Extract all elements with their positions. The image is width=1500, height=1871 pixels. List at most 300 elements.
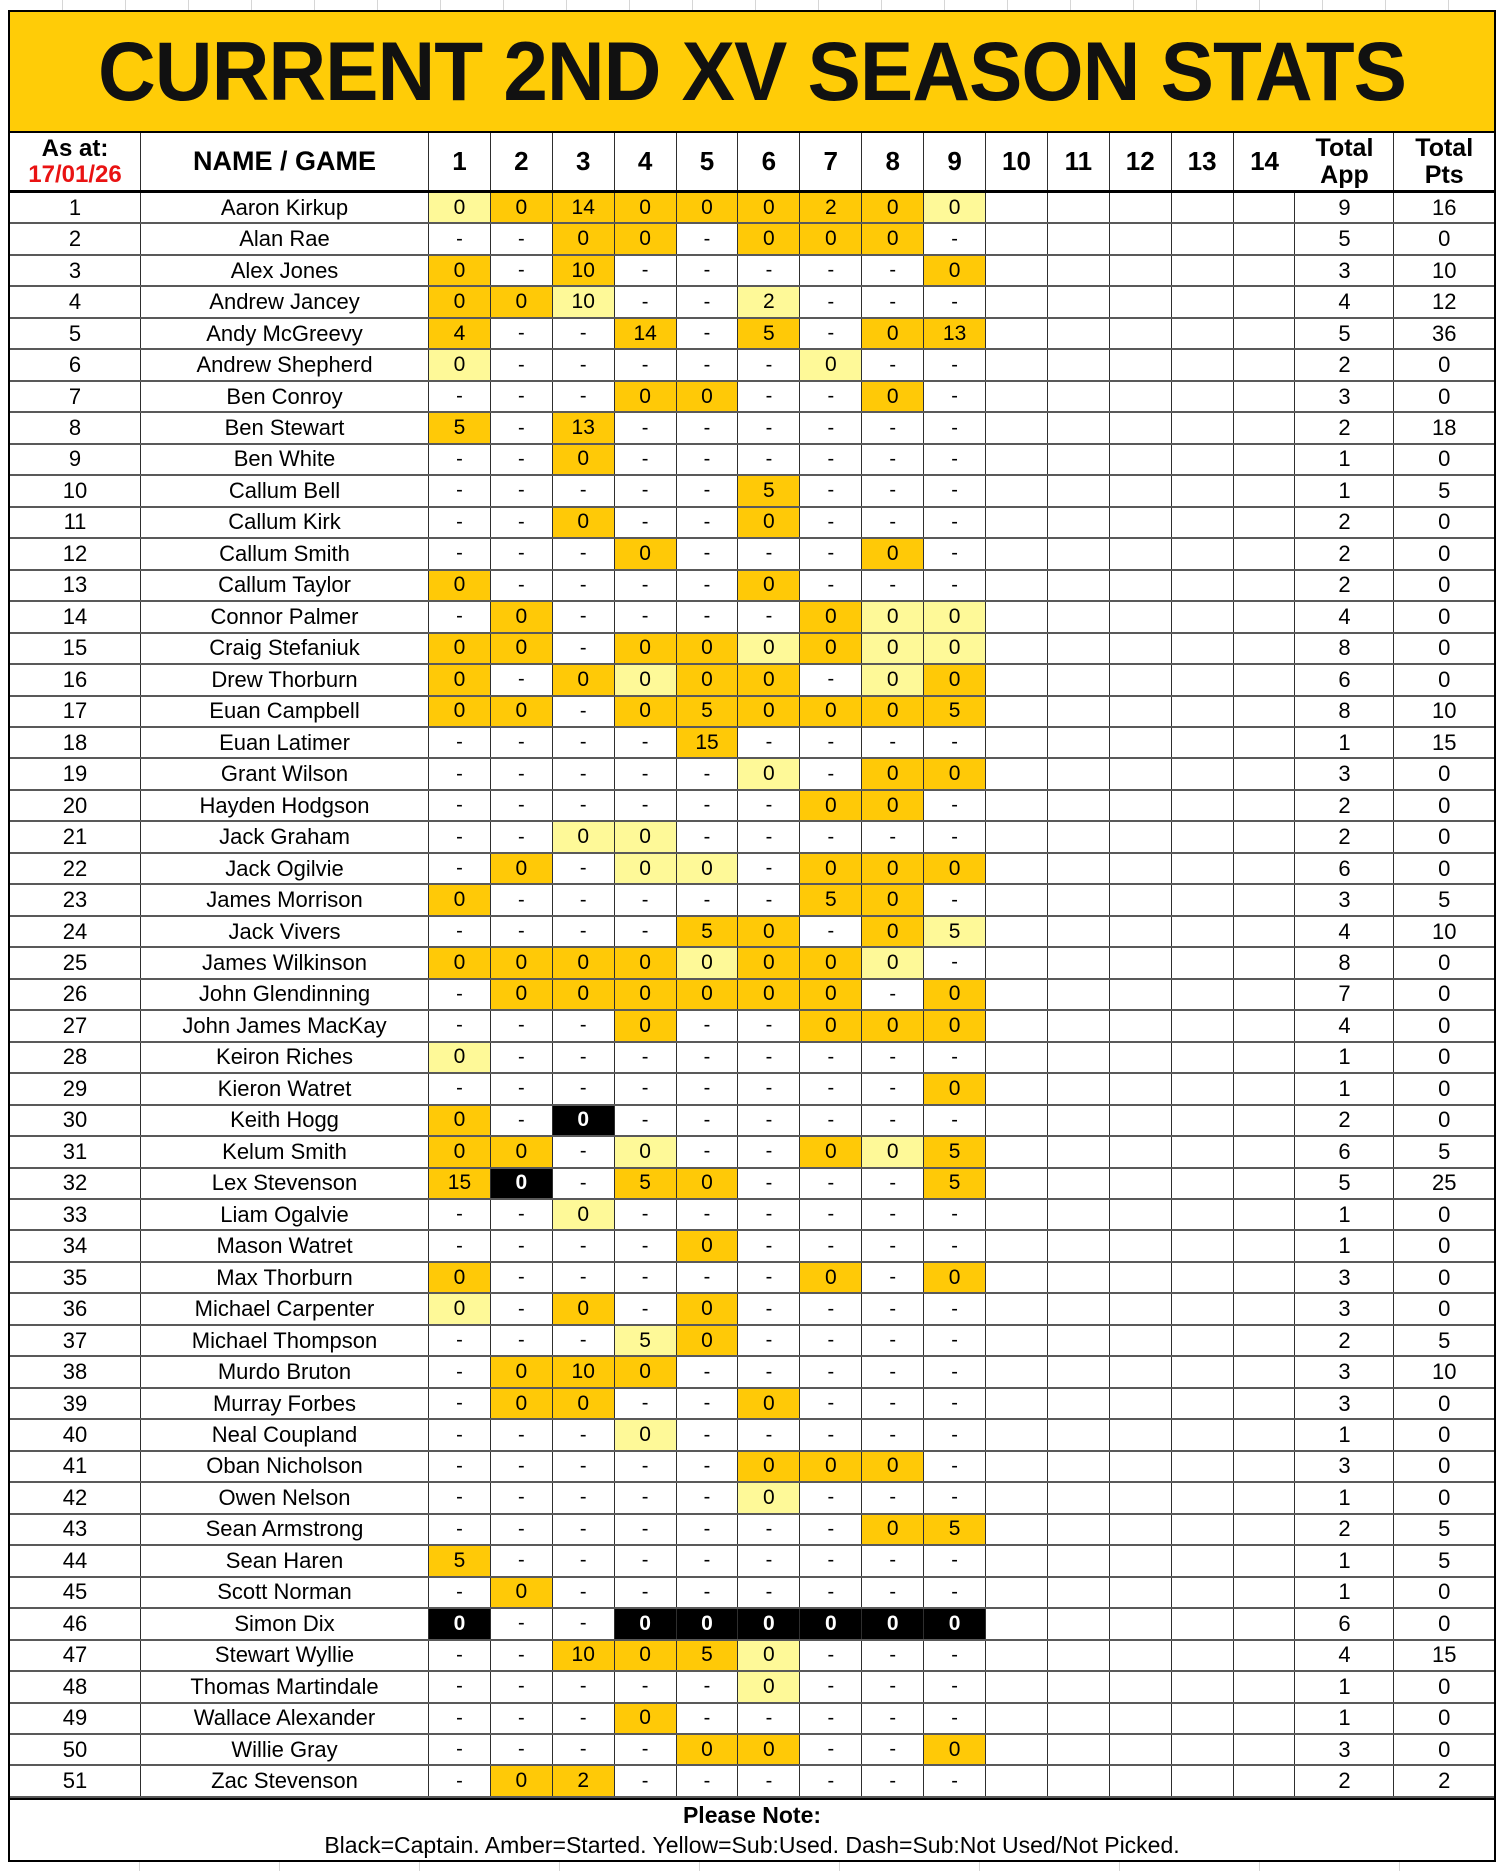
game-cell[interactable]: [1172, 1326, 1234, 1355]
game-cell[interactable]: [1048, 256, 1110, 285]
game-cell[interactable]: -: [862, 1672, 924, 1701]
game-cell[interactable]: [1048, 1609, 1110, 1638]
game-cell[interactable]: [1172, 382, 1234, 411]
game-cell[interactable]: [1172, 1420, 1234, 1449]
total-app-cell[interactable]: 3: [1295, 885, 1394, 914]
game-cell[interactable]: [1172, 476, 1234, 505]
game-cell[interactable]: -: [677, 350, 739, 379]
game-cell[interactable]: [1172, 1578, 1234, 1607]
game-cell[interactable]: -: [491, 1515, 553, 1544]
player-name-cell[interactable]: Callum Taylor: [141, 571, 429, 600]
player-name-cell[interactable]: Ben Stewart: [141, 413, 429, 442]
game-cell[interactable]: [1048, 350, 1110, 379]
game-cell[interactable]: -: [800, 1672, 862, 1701]
game-cell[interactable]: -: [800, 256, 862, 285]
game-cell[interactable]: [1048, 287, 1110, 316]
total-app-cell[interactable]: 6: [1295, 854, 1394, 883]
player-number-cell[interactable]: 5: [10, 319, 141, 348]
game-cell[interactable]: [1172, 508, 1234, 537]
player-number-cell[interactable]: 40: [10, 1420, 141, 1449]
game-cell[interactable]: -: [924, 728, 986, 757]
game-cell[interactable]: [1172, 445, 1234, 474]
game-cell[interactable]: 0: [491, 1169, 553, 1198]
game-cell[interactable]: [986, 256, 1048, 285]
game-cell[interactable]: [1110, 539, 1172, 568]
game-cell[interactable]: 0: [677, 634, 739, 663]
game-cell[interactable]: [1172, 1735, 1234, 1764]
game-cell[interactable]: -: [491, 1231, 553, 1260]
game-cell[interactable]: [1110, 1074, 1172, 1103]
game-cell[interactable]: [1172, 854, 1234, 883]
total-app-cell[interactable]: 3: [1295, 1452, 1394, 1481]
game-cell[interactable]: [1172, 1672, 1234, 1701]
total-app-cell[interactable]: 5: [1295, 1169, 1394, 1198]
game-cell[interactable]: [986, 319, 1048, 348]
game-cell[interactable]: [1110, 193, 1172, 222]
player-name-cell[interactable]: Euan Latimer: [141, 728, 429, 757]
player-name-cell[interactable]: Aaron Kirkup: [141, 193, 429, 222]
player-number-cell[interactable]: 12: [10, 539, 141, 568]
game-cell[interactable]: [1048, 1200, 1110, 1229]
player-name-cell[interactable]: James Morrison: [141, 885, 429, 914]
game-cell[interactable]: [1234, 602, 1296, 631]
game-cell[interactable]: 0: [677, 948, 739, 977]
game-cell[interactable]: [1172, 728, 1234, 757]
game-cell[interactable]: -: [429, 1011, 491, 1040]
total-pts-cell[interactable]: 0: [1394, 791, 1494, 820]
game-cell[interactable]: -: [862, 350, 924, 379]
game-cell[interactable]: 4: [429, 319, 491, 348]
game-cell[interactable]: 0: [553, 1106, 615, 1135]
game-cell[interactable]: -: [615, 917, 677, 946]
game-cell[interactable]: [1172, 1641, 1234, 1670]
game-cell[interactable]: 0: [615, 382, 677, 411]
game-cell[interactable]: 0: [429, 193, 491, 222]
total-app-cell[interactable]: 4: [1295, 602, 1394, 631]
game-cell[interactable]: -: [553, 1231, 615, 1260]
game-cell[interactable]: -: [615, 1515, 677, 1544]
game-cell[interactable]: [986, 224, 1048, 253]
game-cell[interactable]: [1172, 413, 1234, 442]
game-cell[interactable]: [1110, 287, 1172, 316]
game-cell[interactable]: -: [924, 1578, 986, 1607]
game-cell[interactable]: -: [862, 1766, 924, 1795]
game-cell[interactable]: [1172, 634, 1234, 663]
game-cell[interactable]: 0: [800, 697, 862, 726]
player-name-cell[interactable]: Owen Nelson: [141, 1483, 429, 1512]
player-number-cell[interactable]: 36: [10, 1294, 141, 1323]
game-cell[interactable]: -: [924, 445, 986, 474]
game-cell[interactable]: [1172, 885, 1234, 914]
game-cell[interactable]: [1234, 1641, 1296, 1670]
game-cell[interactable]: [1172, 1169, 1234, 1198]
player-number-cell[interactable]: 31: [10, 1137, 141, 1166]
game-cell[interactable]: 0: [924, 1263, 986, 1292]
game-cell[interactable]: -: [677, 571, 739, 600]
game-cell[interactable]: -: [491, 1294, 553, 1323]
game-cell[interactable]: 0: [862, 917, 924, 946]
game-cell[interactable]: -: [491, 791, 553, 820]
total-pts-cell[interactable]: 0: [1394, 224, 1494, 253]
game-cell[interactable]: [1110, 1735, 1172, 1764]
game-cell[interactable]: [1110, 508, 1172, 537]
game-cell[interactable]: [1110, 634, 1172, 663]
game-cell[interactable]: -: [800, 1483, 862, 1512]
total-pts-cell[interactable]: 0: [1394, 948, 1494, 977]
game-cell[interactable]: 0: [924, 634, 986, 663]
game-cell[interactable]: [986, 1389, 1048, 1418]
game-cell[interactable]: -: [800, 1578, 862, 1607]
game-cell[interactable]: -: [553, 539, 615, 568]
total-pts-cell[interactable]: 0: [1394, 1609, 1494, 1638]
game-cell[interactable]: [1048, 822, 1110, 851]
game-cell[interactable]: -: [615, 1389, 677, 1418]
game-cell[interactable]: [1110, 1294, 1172, 1323]
game-cell[interactable]: [1110, 948, 1172, 977]
game-cell[interactable]: -: [800, 1074, 862, 1103]
game-cell[interactable]: [1048, 1043, 1110, 1072]
total-pts-cell[interactable]: 0: [1394, 571, 1494, 600]
player-name-cell[interactable]: Hayden Hodgson: [141, 791, 429, 820]
game-cell[interactable]: [1110, 759, 1172, 788]
game-cell[interactable]: -: [924, 1326, 986, 1355]
game-cell[interactable]: [986, 885, 1048, 914]
game-cell[interactable]: -: [738, 1420, 800, 1449]
game-cell[interactable]: 2: [553, 1766, 615, 1795]
game-cell[interactable]: -: [862, 1389, 924, 1418]
game-cell[interactable]: -: [553, 1011, 615, 1040]
game-cell[interactable]: -: [738, 445, 800, 474]
game-cell[interactable]: -: [553, 1043, 615, 1072]
game-column-header[interactable]: 6: [738, 133, 800, 190]
game-cell[interactable]: [1048, 1169, 1110, 1198]
game-cell[interactable]: 0: [862, 854, 924, 883]
total-app-cell[interactable]: 1: [1295, 728, 1394, 757]
game-cell[interactable]: [1234, 1200, 1296, 1229]
total-pts-cell[interactable]: 10: [1394, 256, 1494, 285]
total-pts-cell[interactable]: 0: [1394, 1483, 1494, 1512]
game-cell[interactable]: 0: [553, 822, 615, 851]
game-cell[interactable]: [1234, 1766, 1296, 1795]
game-cell[interactable]: -: [491, 1200, 553, 1229]
game-cell[interactable]: -: [862, 1200, 924, 1229]
player-name-cell[interactable]: Euan Campbell: [141, 697, 429, 726]
game-cell[interactable]: 0: [800, 1609, 862, 1638]
game-cell[interactable]: -: [491, 445, 553, 474]
game-cell[interactable]: [986, 1578, 1048, 1607]
game-cell[interactable]: -: [800, 1420, 862, 1449]
game-cell[interactable]: 0: [738, 1483, 800, 1512]
game-cell[interactable]: [986, 193, 1048, 222]
game-cell[interactable]: 0: [862, 1452, 924, 1481]
game-cell[interactable]: -: [615, 1263, 677, 1292]
game-cell[interactable]: 0: [615, 948, 677, 977]
game-cell[interactable]: -: [677, 539, 739, 568]
game-cell[interactable]: 0: [677, 1326, 739, 1355]
game-cell[interactable]: [1110, 224, 1172, 253]
game-cell[interactable]: 0: [738, 1735, 800, 1764]
game-cell[interactable]: [1234, 1704, 1296, 1733]
game-cell[interactable]: -: [862, 445, 924, 474]
game-cell[interactable]: [1048, 445, 1110, 474]
game-cell[interactable]: [1172, 822, 1234, 851]
game-cell[interactable]: -: [738, 1011, 800, 1040]
player-name-cell[interactable]: Keiron Riches: [141, 1043, 429, 1072]
game-cell[interactable]: [986, 1011, 1048, 1040]
game-cell[interactable]: 0: [862, 948, 924, 977]
game-cell[interactable]: [986, 287, 1048, 316]
total-pts-cell[interactable]: 0: [1394, 1263, 1494, 1292]
game-cell[interactable]: [1234, 319, 1296, 348]
total-pts-cell[interactable]: 5: [1394, 1515, 1494, 1544]
game-cell[interactable]: -: [800, 822, 862, 851]
game-cell[interactable]: 0: [677, 665, 739, 694]
game-cell[interactable]: 0: [615, 634, 677, 663]
player-number-cell[interactable]: 13: [10, 571, 141, 600]
game-cell[interactable]: [1172, 980, 1234, 1009]
game-cell[interactable]: [1048, 1294, 1110, 1323]
game-cell[interactable]: [1110, 1169, 1172, 1198]
player-number-cell[interactable]: 1: [10, 193, 141, 222]
game-cell[interactable]: 0: [429, 256, 491, 285]
game-cell[interactable]: 0: [429, 571, 491, 600]
game-cell[interactable]: -: [429, 508, 491, 537]
game-cell[interactable]: -: [677, 602, 739, 631]
game-cell[interactable]: [1172, 665, 1234, 694]
game-cell[interactable]: -: [862, 1483, 924, 1512]
game-cell[interactable]: -: [677, 1357, 739, 1386]
player-number-cell[interactable]: 42: [10, 1483, 141, 1512]
game-cell[interactable]: [1110, 256, 1172, 285]
game-cell[interactable]: -: [553, 791, 615, 820]
player-number-cell[interactable]: 7: [10, 382, 141, 411]
game-cell[interactable]: 0: [862, 539, 924, 568]
game-cell[interactable]: -: [491, 1609, 553, 1638]
player-number-cell[interactable]: 44: [10, 1546, 141, 1575]
game-cell[interactable]: [1048, 539, 1110, 568]
game-cell[interactable]: -: [677, 413, 739, 442]
game-cell[interactable]: 0: [677, 1609, 739, 1638]
game-cell[interactable]: -: [862, 728, 924, 757]
game-cell[interactable]: [1048, 1357, 1110, 1386]
game-cell[interactable]: -: [862, 413, 924, 442]
game-cell[interactable]: [986, 728, 1048, 757]
game-cell[interactable]: 0: [429, 1043, 491, 1072]
game-cell[interactable]: 0: [738, 1672, 800, 1701]
game-cell[interactable]: -: [862, 287, 924, 316]
game-cell[interactable]: [986, 602, 1048, 631]
total-pts-cell[interactable]: 0: [1394, 1106, 1494, 1135]
player-number-cell[interactable]: 48: [10, 1672, 141, 1701]
game-cell[interactable]: [1048, 193, 1110, 222]
game-cell[interactable]: -: [924, 1200, 986, 1229]
game-cell[interactable]: -: [491, 350, 553, 379]
game-cell[interactable]: -: [862, 1074, 924, 1103]
total-app-cell[interactable]: 8: [1295, 634, 1394, 663]
game-cell[interactable]: -: [800, 1169, 862, 1198]
player-number-cell[interactable]: 35: [10, 1263, 141, 1292]
game-cell[interactable]: -: [491, 1641, 553, 1670]
game-cell[interactable]: [1172, 1231, 1234, 1260]
game-cell[interactable]: [1048, 319, 1110, 348]
game-cell[interactable]: 5: [615, 1169, 677, 1198]
total-pts-cell[interactable]: 0: [1394, 822, 1494, 851]
game-cell[interactable]: -: [677, 1263, 739, 1292]
game-cell[interactable]: -: [429, 1231, 491, 1260]
game-cell[interactable]: -: [677, 1043, 739, 1072]
game-cell[interactable]: 10: [553, 256, 615, 285]
game-cell[interactable]: -: [800, 287, 862, 316]
game-cell[interactable]: -: [862, 571, 924, 600]
total-app-cell[interactable]: 2: [1295, 822, 1394, 851]
player-number-cell[interactable]: 22: [10, 854, 141, 883]
game-cell[interactable]: -: [738, 854, 800, 883]
game-cell[interactable]: 0: [738, 193, 800, 222]
game-cell[interactable]: -: [615, 1735, 677, 1764]
game-cell[interactable]: -: [800, 1106, 862, 1135]
game-cell[interactable]: -: [800, 1735, 862, 1764]
player-number-cell[interactable]: 46: [10, 1609, 141, 1638]
game-cell[interactable]: -: [491, 1452, 553, 1481]
player-number-cell[interactable]: 32: [10, 1169, 141, 1198]
game-cell[interactable]: 0: [553, 980, 615, 1009]
game-cell[interactable]: [1110, 1011, 1172, 1040]
player-name-cell[interactable]: Sean Haren: [141, 1546, 429, 1575]
game-cell[interactable]: -: [491, 1326, 553, 1355]
player-number-cell[interactable]: 8: [10, 413, 141, 442]
game-cell[interactable]: -: [862, 1043, 924, 1072]
player-name-cell[interactable]: Andrew Jancey: [141, 287, 429, 316]
game-cell[interactable]: [1172, 1515, 1234, 1544]
game-cell[interactable]: 5: [800, 885, 862, 914]
game-cell[interactable]: 0: [862, 224, 924, 253]
game-column-header[interactable]: 13: [1172, 133, 1234, 190]
game-cell[interactable]: [1110, 1231, 1172, 1260]
game-cell[interactable]: [986, 1169, 1048, 1198]
game-cell[interactable]: -: [553, 917, 615, 946]
game-cell[interactable]: -: [429, 1672, 491, 1701]
game-cell[interactable]: [986, 1294, 1048, 1323]
game-cell[interactable]: [1172, 1294, 1234, 1323]
game-column-header[interactable]: 1: [429, 133, 491, 190]
player-name-cell[interactable]: Callum Bell: [141, 476, 429, 505]
game-cell[interactable]: [986, 791, 1048, 820]
total-pts-cell[interactable]: 0: [1394, 1231, 1494, 1260]
game-cell[interactable]: -: [429, 1452, 491, 1481]
game-cell[interactable]: [986, 1357, 1048, 1386]
game-cell[interactable]: [986, 980, 1048, 1009]
player-name-cell[interactable]: Oban Nicholson: [141, 1452, 429, 1481]
game-cell[interactable]: 0: [862, 319, 924, 348]
total-app-cell[interactable]: 3: [1295, 1357, 1394, 1386]
total-app-cell[interactable]: 2: [1295, 791, 1394, 820]
game-cell[interactable]: 0: [862, 1011, 924, 1040]
game-cell[interactable]: -: [615, 476, 677, 505]
game-cell[interactable]: -: [677, 1546, 739, 1575]
game-cell[interactable]: -: [924, 1357, 986, 1386]
game-cell[interactable]: [986, 539, 1048, 568]
game-cell[interactable]: 10: [553, 1641, 615, 1670]
game-cell[interactable]: 10: [553, 1357, 615, 1386]
game-column-header[interactable]: 9: [924, 133, 986, 190]
game-cell[interactable]: -: [738, 885, 800, 914]
total-pts-cell[interactable]: 0: [1394, 980, 1494, 1009]
game-cell[interactable]: -: [924, 571, 986, 600]
game-cell[interactable]: 14: [553, 193, 615, 222]
game-cell[interactable]: [986, 854, 1048, 883]
game-cell[interactable]: [1172, 1452, 1234, 1481]
game-cell[interactable]: -: [738, 1231, 800, 1260]
game-cell[interactable]: [1048, 1735, 1110, 1764]
game-cell[interactable]: -: [615, 728, 677, 757]
game-cell[interactable]: -: [800, 917, 862, 946]
game-cell[interactable]: -: [800, 1515, 862, 1544]
game-cell[interactable]: -: [800, 1641, 862, 1670]
game-cell[interactable]: -: [553, 1326, 615, 1355]
game-cell[interactable]: [986, 1074, 1048, 1103]
game-cell[interactable]: -: [677, 224, 739, 253]
game-cell[interactable]: [1110, 1452, 1172, 1481]
game-cell[interactable]: [1048, 382, 1110, 411]
game-cell[interactable]: -: [738, 1200, 800, 1229]
game-cell[interactable]: [1234, 1043, 1296, 1072]
game-cell[interactable]: -: [800, 1326, 862, 1355]
total-app-cell[interactable]: 1: [1295, 445, 1394, 474]
game-cell[interactable]: [1048, 917, 1110, 946]
game-cell[interactable]: -: [429, 476, 491, 505]
total-app-cell[interactable]: 8: [1295, 948, 1394, 977]
game-cell[interactable]: [1110, 350, 1172, 379]
player-number-cell[interactable]: 3: [10, 256, 141, 285]
game-cell[interactable]: -: [862, 1231, 924, 1260]
game-cell[interactable]: -: [491, 1483, 553, 1512]
game-cell[interactable]: -: [615, 1483, 677, 1512]
game-cell[interactable]: -: [491, 1011, 553, 1040]
game-column-header[interactable]: 14: [1250, 146, 1279, 176]
player-name-cell[interactable]: Thomas Martindale: [141, 1672, 429, 1701]
total-pts-cell[interactable]: 0: [1394, 665, 1494, 694]
game-cell[interactable]: [1048, 1106, 1110, 1135]
game-column-header[interactable]: 3: [553, 133, 615, 190]
total-app-cell[interactable]: 7: [1295, 980, 1394, 1009]
total-pts-cell[interactable]: 0: [1394, 1420, 1494, 1449]
game-cell[interactable]: -: [429, 822, 491, 851]
player-name-cell[interactable]: Jack Vivers: [141, 917, 429, 946]
game-cell[interactable]: [1234, 917, 1296, 946]
total-app-cell[interactable]: 4: [1295, 1011, 1394, 1040]
game-cell[interactable]: [1048, 1263, 1110, 1292]
game-cell[interactable]: -: [615, 1074, 677, 1103]
game-cell[interactable]: [1048, 508, 1110, 537]
player-name-cell[interactable]: Grant Wilson: [141, 759, 429, 788]
total-app-cell[interactable]: 2: [1295, 350, 1394, 379]
game-cell[interactable]: [986, 1515, 1048, 1544]
game-cell[interactable]: -: [615, 1231, 677, 1260]
game-cell[interactable]: [1234, 1672, 1296, 1701]
game-cell[interactable]: 0: [862, 1515, 924, 1544]
game-cell[interactable]: [1048, 602, 1110, 631]
game-cell[interactable]: [1234, 1546, 1296, 1575]
game-cell[interactable]: -: [553, 1169, 615, 1198]
player-number-cell[interactable]: 25: [10, 948, 141, 977]
player-number-cell[interactable]: 47: [10, 1641, 141, 1670]
player-number-cell[interactable]: 37: [10, 1326, 141, 1355]
total-pts-cell[interactable]: 10: [1394, 697, 1494, 726]
game-cell[interactable]: -: [553, 476, 615, 505]
game-cell[interactable]: 0: [553, 1294, 615, 1323]
game-cell[interactable]: 0: [800, 1137, 862, 1166]
game-cell[interactable]: [1110, 1546, 1172, 1575]
